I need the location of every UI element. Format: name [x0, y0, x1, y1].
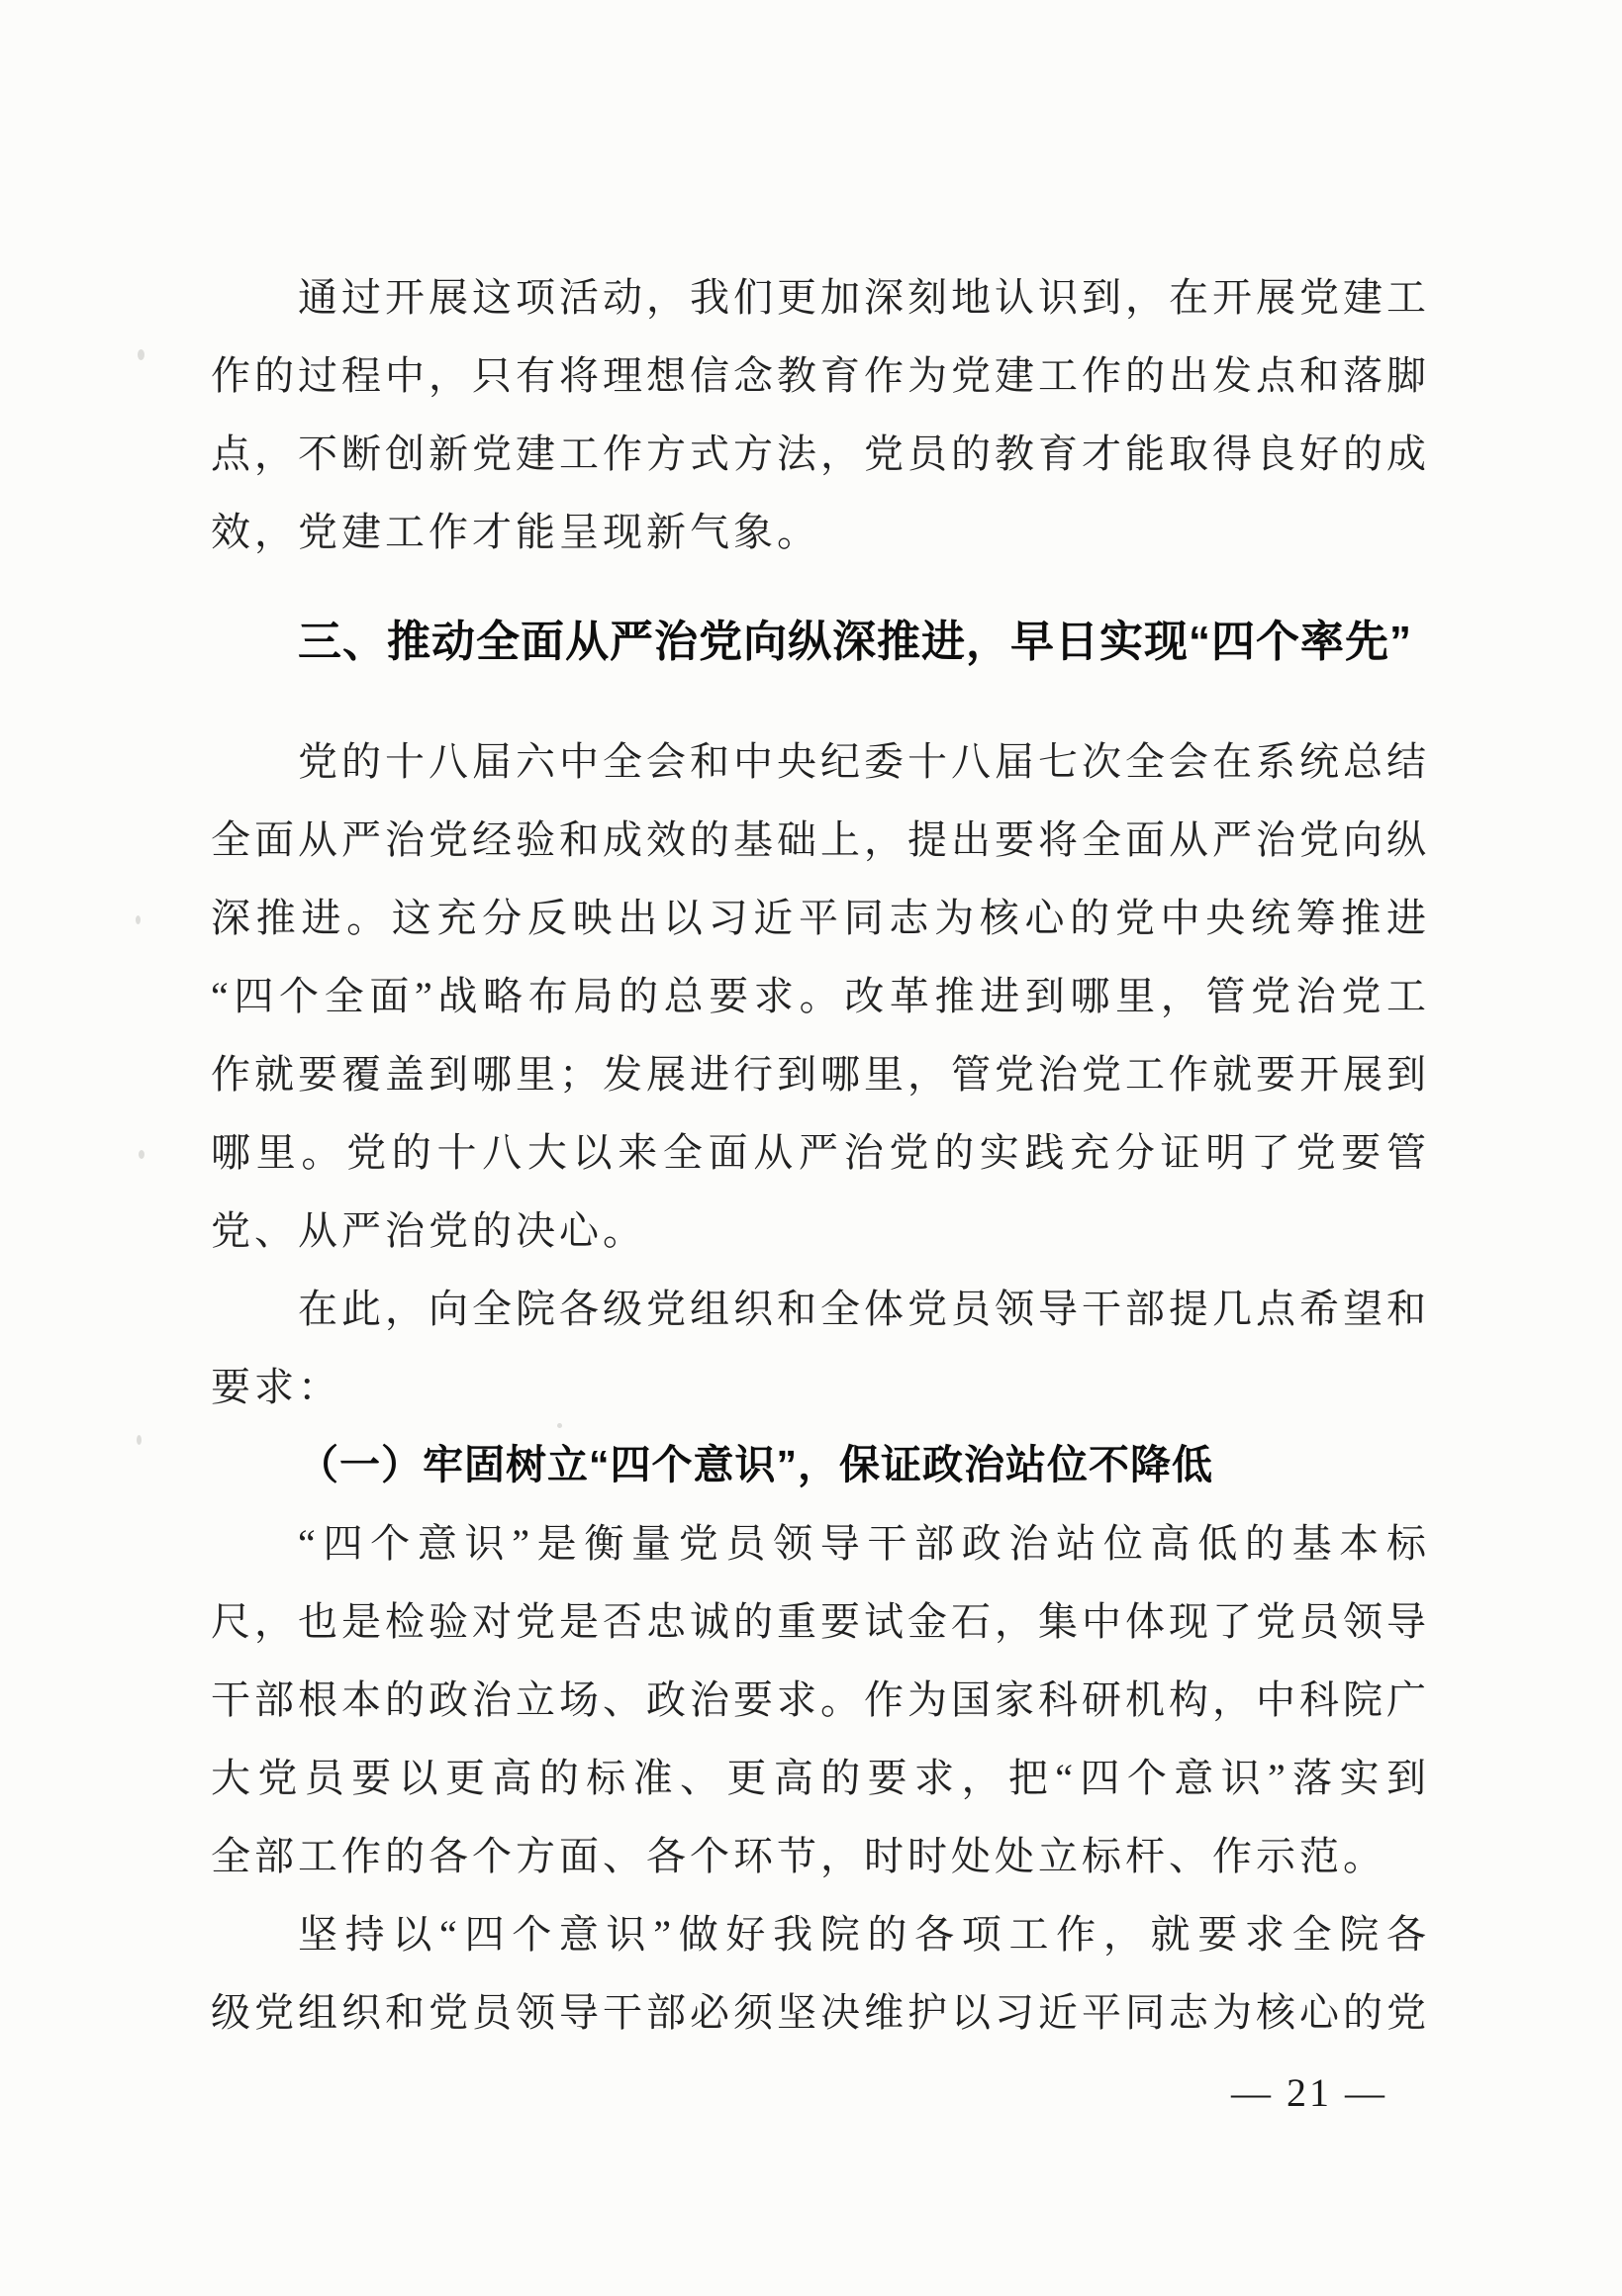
text-line: 党的十八届六中全会和中央纪委十八届七次全会在系统总结 [298, 739, 1430, 784]
text-line: 全面从严治党经验和成效的基础上，提出要将全面从严治党向纵 [211, 817, 1430, 862]
text-line: 坚持以“四个意识”做好我院的各项工作，就要求全院各 [298, 1912, 1430, 1957]
scan-artifact [139, 1150, 144, 1159]
text-block [211, 258, 1430, 2052]
text-line: “四个意识”是衡量党员领导干部政治站位高低的基本标 [298, 1521, 1430, 1566]
scan-artifact [137, 1435, 142, 1445]
text-line: 尺，也是检验对党是否忠诚的重要试金石，集中体现了党员领导 [211, 1599, 1430, 1644]
text-line: 效，党建工作才能呈现新气象。 [211, 510, 820, 554]
section-heading: 三、推动全面从严治党向纵深推进，早日实现“四个率先” [298, 618, 1412, 666]
scan-artifact [138, 349, 144, 360]
subsection-heading: （一）牢固树立“四个意识”，保证政治站位不降低 [298, 1442, 1213, 1487]
text-line: 在此，向全院各级党组织和全体党员领导干部提几点希望和 [298, 1287, 1430, 1331]
text-line: “四个全面”战略布局的总要求。改革推进到哪里，管党治党工 [211, 974, 1430, 1018]
text-line: 干部根本的政治立场、政治要求。作为国家科研机构，中科院广 [211, 1677, 1430, 1722]
text-line: 哪里。党的十八大以来全面从严治党的实践充分证明了党要管 [211, 1130, 1430, 1175]
text-line: 党、从严治党的决心。 [211, 1208, 646, 1253]
text-line: 作就要覆盖到哪里；发展进行到哪里，管党治党工作就要开展到 [211, 1052, 1430, 1097]
text-line: 作的过程中，只有将理想信念教育作为党建工作的出发点和落脚 [211, 353, 1430, 398]
page-number: — 21 — [1231, 2070, 1387, 2115]
text-line: 全部工作的各个方面、各个环节，时时处处立标杆、作示范。 [211, 1834, 1386, 1878]
text-line: 大党员要以更高的标准、更高的要求，把“四个意识”落实到 [211, 1756, 1430, 1800]
text-line: 级党组织和党员领导干部必须坚决维护以习近平同志为核心的党 [211, 1990, 1430, 2035]
text-line: 点，不断创新党建工作方式方法，党员的教育才能取得良好的成 [211, 431, 1430, 476]
scan-artifact [136, 915, 141, 924]
scan-artifact [557, 1423, 562, 1428]
text-line: 通过开展这项活动，我们更加深刻地认识到，在开展党建工 [298, 275, 1430, 320]
text-line: 要求： [211, 1365, 341, 1409]
text-line: 深推进。这充分反映出以习近平同志为核心的党中央统筹推进 [211, 896, 1430, 940]
